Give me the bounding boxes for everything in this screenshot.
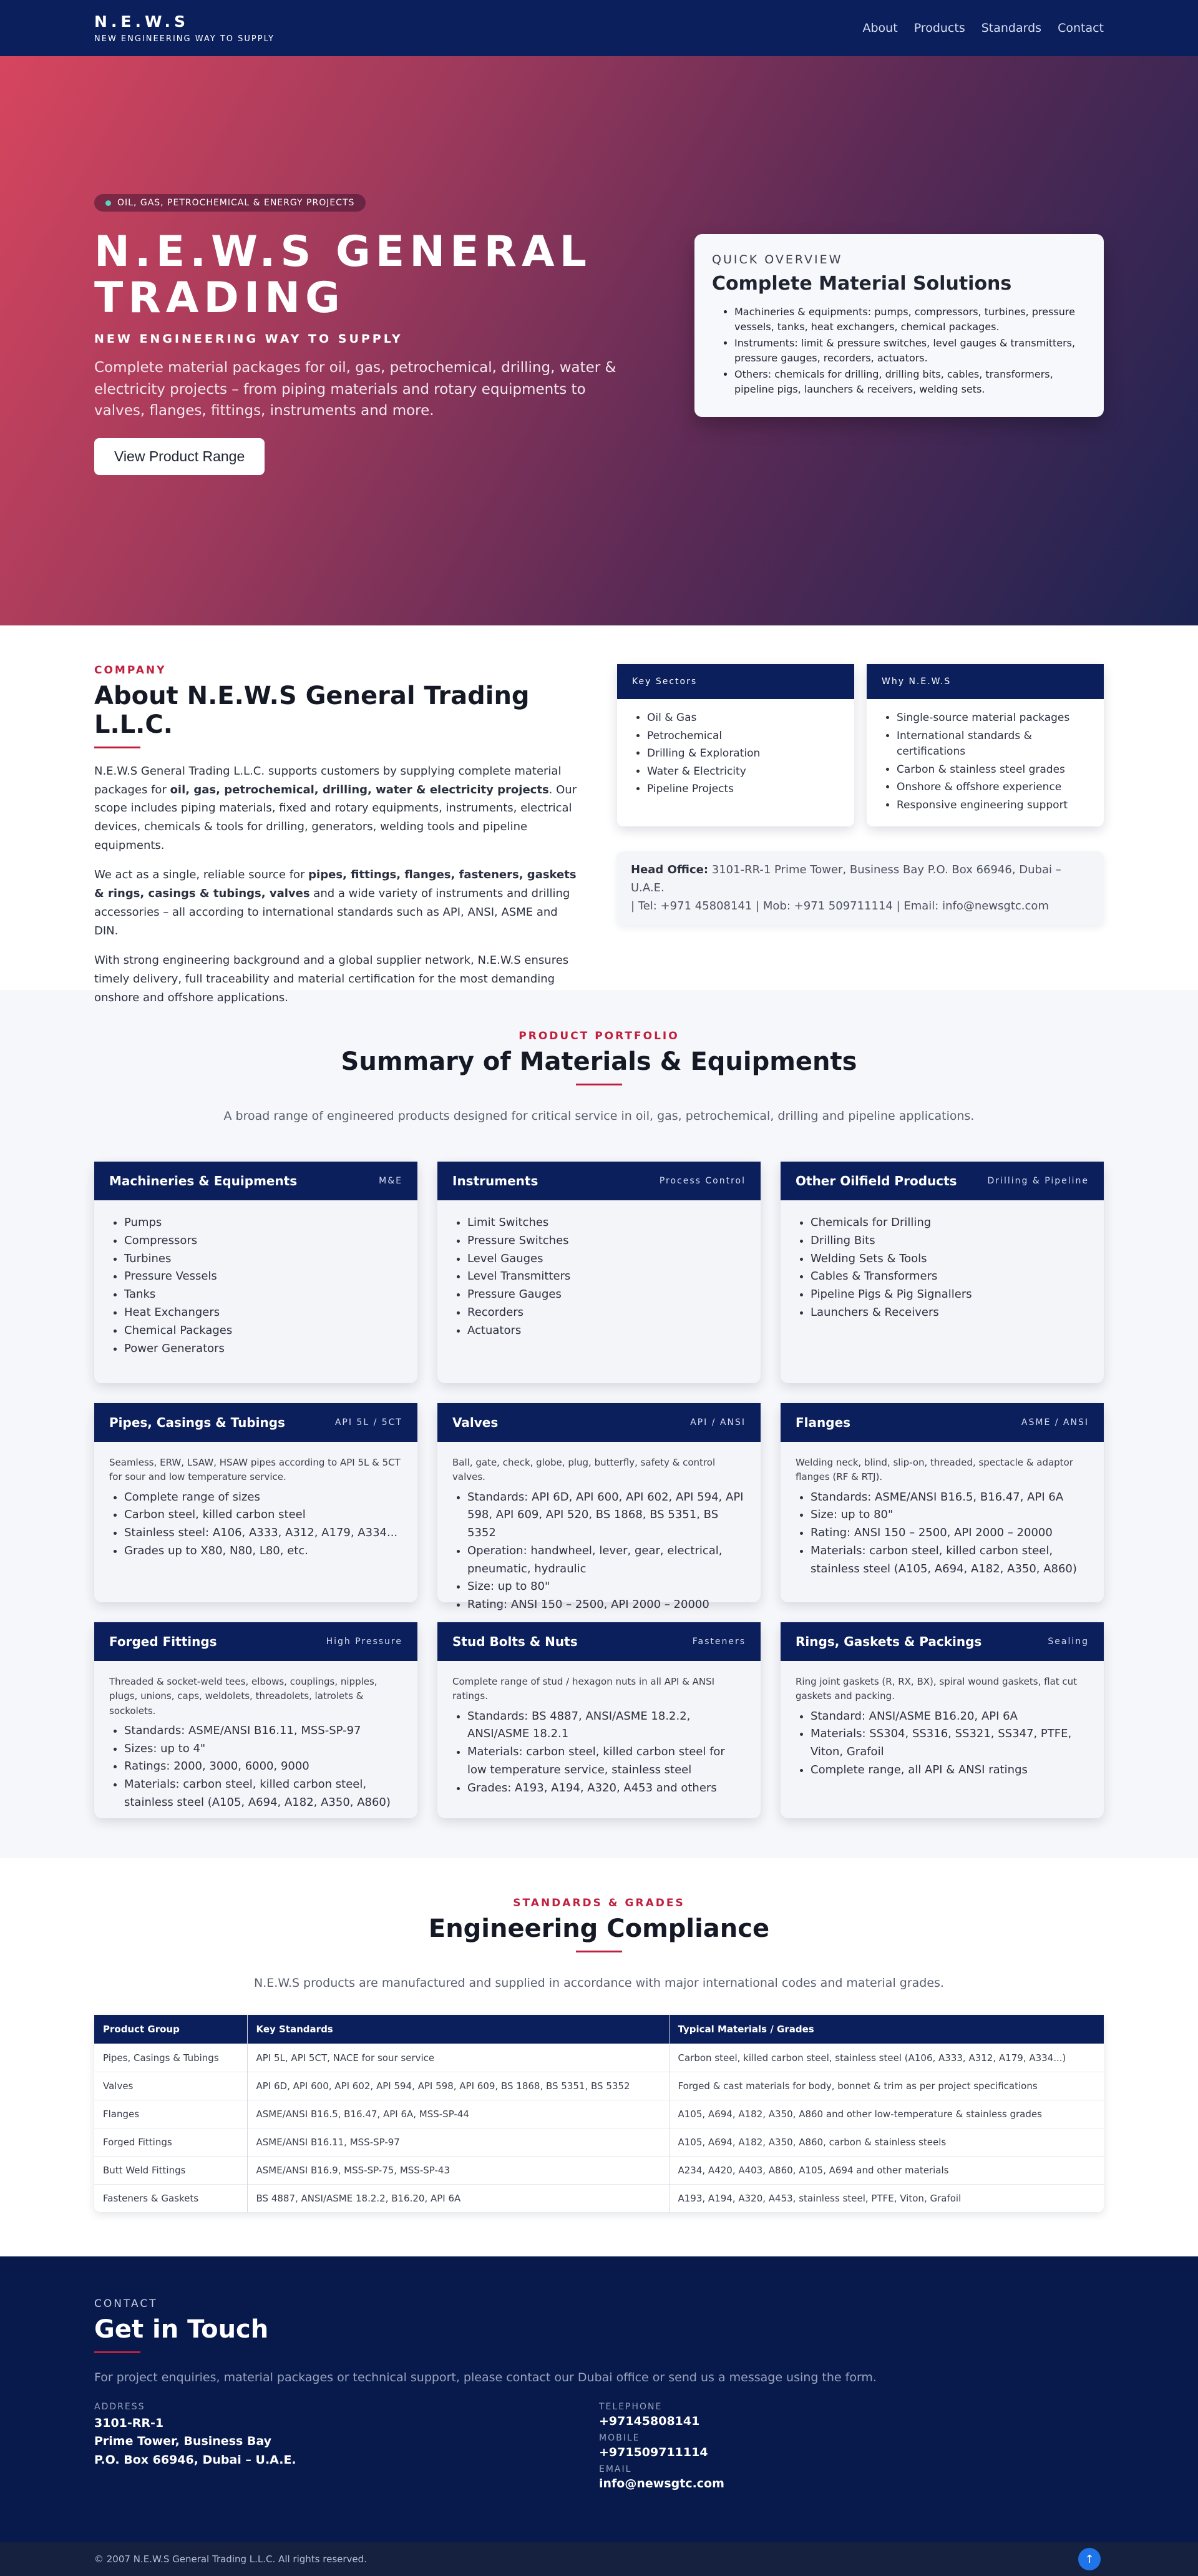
table-cell: ASME/ANSI B16.5, B16.47, API 6A, MSS-SP-44: [247, 2100, 669, 2128]
card-header: [94, 1403, 417, 1442]
mobile-link[interactable]: +971509711114: [599, 2446, 708, 2459]
card-body: [437, 1200, 761, 1356]
brand-tagline: NEW ENGINEERING WAY TO SUPPLY: [94, 34, 275, 44]
list-item: • Level Transmitters: [467, 1268, 746, 1286]
list-item: • Chemicals for Drilling: [811, 1214, 1089, 1232]
card-header: [437, 1162, 761, 1200]
card-tag: API 5L / 5CT: [334, 1418, 402, 1428]
list-item: • Launchers & Receivers: [811, 1304, 1089, 1322]
text-span: We act as a single, reliable source for: [94, 868, 309, 882]
product-card: [781, 1403, 1104, 1602]
mobile-label: MOBILE: [599, 2433, 640, 2443]
list-item: • Chemical Packages: [124, 1322, 402, 1340]
phone-email-column: [599, 2402, 1104, 2495]
hero-title: [94, 229, 631, 321]
text-span: and a wide variety of instruments and drilling accessories – all according to international standards such as API, ANSI, ASME and DIN.: [94, 887, 570, 938]
card-header: [781, 1622, 1104, 1661]
list-item: • Sizes: up to 4": [124, 1740, 402, 1758]
copyright-text: © 2007 N.E.W.S General Trading L.L.C. All rights reserved.: [94, 2554, 367, 2565]
list-item: • Rating: ANSI 150 – 2500, API 2000 – 20000: [467, 1596, 746, 1614]
table-cell: Valves: [94, 2072, 247, 2100]
about-paragraph-1: [94, 762, 581, 855]
list-item: • Instruments: limit & pressure switches, level gauges & transmitters, pressure gauges, recorders, actuators.: [734, 336, 1086, 366]
portfolio-header: [94, 1030, 1104, 1085]
card-header: [94, 1622, 417, 1661]
list-item: • Drilling & Exploration: [647, 746, 842, 762]
card-cell: [94, 1622, 417, 1818]
list-item: • Complete range of sizes: [124, 1489, 402, 1507]
about-title: About N.E.W.S General Trading L.L.C.: [94, 682, 530, 739]
card-cell: [94, 1162, 417, 1383]
list-item: • Stainless steel: A106, A333, A312, A179, A334...: [124, 1524, 402, 1542]
brand-title: N.E.W.S: [94, 12, 190, 31]
card-tag: M&E: [379, 1176, 402, 1186]
list-item: • Standards: ASME/ANSI B16.5, B16.47, API 6A: [811, 1489, 1089, 1507]
list-item: • Actuators: [467, 1322, 746, 1340]
table-row: [94, 2100, 1104, 2128]
card-body: [781, 1200, 1104, 1338]
contact-kicker: CONTACT: [94, 2298, 158, 2310]
card-tag: Fasteners: [692, 1637, 746, 1647]
nav-link-products[interactable]: Products: [913, 21, 965, 35]
card-cell: [781, 1403, 1104, 1602]
portfolio-kicker: PRODUCT PORTFOLIO: [519, 1030, 679, 1042]
list-item: • Turbines: [124, 1250, 402, 1268]
card-list: [452, 1214, 746, 1340]
list-item: • Standards: BS 4887, ANSI/ASME 18.2.2, ANSI/ASME 18.2.1: [467, 1708, 746, 1744]
overview-title: Complete Material Solutions: [712, 272, 1012, 295]
text-span: N.E.W.S General Trading L.L.C. supports customers by supplying complete material packages for: [94, 765, 562, 796]
list-item: • Carbon & stainless steel grades: [897, 762, 1091, 778]
list-item: • Onshore & offshore experience: [897, 780, 1091, 796]
nav-link-about[interactable]: About: [862, 21, 898, 35]
list-item: • Materials: carbon steel, killed carbon steel for low temperature service, stainless steel: [467, 1743, 746, 1780]
card-tag: Process Control: [659, 1176, 746, 1186]
list-item: • Materials: carbon steel, killed carbon steel, stainless steel (A105, A694, A182, A350, A860): [124, 1776, 402, 1812]
card-title: Forged Fittings: [109, 1634, 217, 1649]
list-item: • Welding Sets & Tools: [811, 1250, 1089, 1268]
list-item: • Pipeline Projects: [647, 781, 842, 798]
card-list: [796, 1214, 1089, 1322]
why-news-title: Why N.E.W.S: [867, 664, 1104, 699]
card-cell: [94, 1403, 417, 1602]
list-item: • Compressors: [124, 1232, 402, 1250]
head-office-box: [617, 851, 1104, 925]
bold-span: pipes, fittings, flanges, fasteners, gaskets & rings, casings & tubings, valves: [94, 868, 577, 901]
card-list: [796, 1708, 1089, 1780]
card-cell: [781, 1162, 1104, 1383]
address-label: ADDRESS: [94, 2402, 145, 2412]
standards-kicker: STANDARDS & GRADES: [513, 1897, 685, 1909]
hero-description: Complete material packages for oil, gas, petrochemical, drilling, water & electricity projects – from piping materials and rotary equipments to valves, flanges, fittings, instruments and more.: [94, 360, 616, 419]
column-header: Typical Materials / Grades: [669, 2015, 1104, 2044]
nav-links: [863, 21, 1104, 35]
product-card: [94, 1403, 417, 1602]
standards-table-body: [94, 2044, 1104, 2213]
table-cell: ASME/ANSI B16.11, MSS-SP-97: [247, 2128, 669, 2157]
hero-title-line1: N.E.W.S GENERAL: [94, 227, 592, 277]
table-cell: A234, A420, A403, A860, A105, A694 and other materials: [669, 2157, 1104, 2185]
address-column: [94, 2402, 599, 2495]
table-cell: Pipes, Casings & Tubings: [94, 2044, 247, 2072]
card-cell: [437, 1162, 761, 1383]
list-item: • Standard: ANSI/ASME B16.20, API 6A: [811, 1708, 1089, 1726]
table-cell: BS 4887, ANSI/ASME 18.2.2, B16.20, API 6A: [247, 2185, 669, 2213]
card-body: [781, 1442, 1104, 1594]
list-item: • Oil & Gas: [647, 710, 842, 727]
overview-list: [712, 305, 1086, 397]
table-header-row: [94, 2015, 1104, 2044]
list-item: • Pumps: [124, 1214, 402, 1232]
address-line: 3101-RR-1: [94, 2416, 164, 2430]
product-card: [437, 1162, 761, 1383]
table-cell: API 5L, API 5CT, NACE for sour service: [247, 2044, 669, 2072]
office-contacts: | Tel: +971 45808141 | Mob: +971 509711114 | Email: info@newsgtc.com: [631, 899, 1049, 913]
portfolio-description: A broad range of engineered products designed for critical service in oil, gas, petrochemical, drilling and pipeline applications.: [223, 1109, 975, 1123]
contact-description: For project enquiries, material packages or technical support, please contact our Dubai office or send us a message using the form.: [94, 2371, 877, 2384]
list-item: • Rating: ANSI 150 – 2500, API 2000 – 20000: [811, 1524, 1089, 1542]
quick-overview-card: [694, 234, 1104, 417]
about-paragraph-3: With strong engineering background and a global supplier network, N.E.W.S ensures timely delivery, full traceability and material certification for the most demanding onshore and offshore applications.: [94, 954, 569, 1004]
standards-title: Engineering Compliance: [428, 1914, 770, 1943]
list-item: • Size: up to 80": [467, 1578, 746, 1596]
card-list: [452, 1489, 746, 1615]
card-list: [109, 1214, 402, 1358]
list-item: • Limit Switches: [467, 1214, 746, 1232]
footer: [0, 2542, 1198, 2576]
email-label: EMAIL: [599, 2464, 632, 2474]
card-title: Valves: [452, 1415, 499, 1430]
table-cell: Flanges: [94, 2100, 247, 2128]
list-item: • Complete range, all API & ANSI ratings: [811, 1761, 1089, 1780]
text-span: . Our scope includes piping materials, fixed and rotary equipments, instruments, electrical devices, chemicals & tools for drilling, generators, welding tools and pipeline equipments.: [94, 783, 577, 852]
key-sectors-card: [617, 664, 854, 826]
card-list: [109, 1722, 402, 1812]
card-header: [94, 1162, 417, 1200]
contact-section: [0, 2256, 1198, 2542]
hero-content: [94, 194, 631, 474]
telephone-label: TELEPHONE: [599, 2402, 663, 2412]
card-header: [437, 1622, 761, 1661]
table-cell: Carbon steel, killed carbon steel, stainless steel (A106, A333, A312, A179, A334...): [669, 2044, 1104, 2072]
email-link[interactable]: info@newsgtc.com: [599, 2477, 724, 2490]
table-cell: API 6D, API 600, API 602, API 594, API 598, API 609, BS 1868, BS 5351, BS 5352: [247, 2072, 669, 2100]
card-body: [437, 1661, 761, 1813]
card-list: [109, 1489, 402, 1560]
card-title: Stud Bolts & Nuts: [452, 1634, 578, 1649]
office-label: Head Office:: [631, 863, 709, 876]
why-news-list: [867, 699, 1104, 826]
view-product-range-button[interactable]: View Product Range: [94, 438, 265, 475]
dot-icon: [105, 200, 111, 206]
contact-details: [94, 2402, 1104, 2495]
list-item: • Recorders: [467, 1304, 746, 1322]
list-item: • Materials: carbon steel, killed carbon steel, stainless steel (A105, A694, A182, A350, A860): [811, 1542, 1089, 1579]
card-intro: Threaded & socket-weld tees, elbows, couplings, nipples, plugs, unions, caps, weldolets, threadolets, latrolets & sockolets.: [109, 1676, 377, 1717]
list-item: • Grades: A193, A194, A320, A453 and others: [467, 1780, 746, 1798]
brand[interactable]: [94, 12, 275, 44]
list-item: • Standards: ASME/ANSI B16.11, MSS-SP-97: [124, 1722, 402, 1740]
list-item: • Size: up to 80": [811, 1506, 1089, 1524]
table-row: [94, 2072, 1104, 2100]
card-tag: Drilling & Pipeline: [987, 1176, 1089, 1186]
card-tag: Sealing: [1048, 1637, 1089, 1647]
list-item: • Single-source material packages: [897, 710, 1091, 727]
about-side: [617, 664, 1104, 1007]
about-section: [0, 625, 1198, 1004]
list-item: • Responsive engineering support: [897, 798, 1091, 814]
card-intro: Seamless, ERW, LSAW, HSAW pipes according to API 5L & 5CT for sour and low temperature service.: [109, 1457, 401, 1483]
card-list: [452, 1708, 746, 1798]
card-header: [781, 1162, 1104, 1200]
office-address: 3101-RR-1 Prime Tower, Business Bay P.O. Box 66946, Dubai – U.A.E.: [631, 863, 1061, 894]
list-item: • Cables & Transformers: [811, 1268, 1089, 1286]
table-cell: A105, A694, A182, A350, A860 and other low-temperature & stainless grades: [669, 2100, 1104, 2128]
list-item: • Machineries & equipments: pumps, compressors, turbines, pressure vessels, tanks, heat exchangers, chemical packages.: [734, 305, 1086, 335]
list-item: • Pressure Switches: [467, 1232, 746, 1250]
list-item: • Pressure Gauges: [467, 1286, 746, 1304]
list-item: • Carbon steel, killed carbon steel: [124, 1506, 402, 1524]
overview-kicker: QUICK OVERVIEW: [712, 252, 843, 267]
about-paragraph-2: [94, 866, 581, 940]
telephone-link[interactable]: +97145808141: [599, 2414, 700, 2428]
why-news-card: [867, 664, 1104, 826]
product-card-grid: [94, 1162, 1104, 1818]
list-item: • Tanks: [124, 1286, 402, 1304]
table-cell: A193, A194, A320, A453, stainless steel, PTFE, Viton, Grafoil: [669, 2185, 1104, 2213]
key-sectors-list: [617, 699, 854, 811]
hero-section: [0, 56, 1198, 625]
portfolio-section: [0, 990, 1198, 1858]
list-item: • Materials: SS304, SS316, SS321, SS347, PTFE, Viton, Grafoil: [811, 1725, 1089, 1761]
card-title: Machineries & Equipments: [109, 1173, 298, 1188]
table-cell: A105, A694, A182, A350, A860, carbon & stainless steels: [669, 2128, 1104, 2157]
title-underline: [576, 1084, 622, 1085]
table-cell: ASME/ANSI B16.9, MSS-SP-75, MSS-SP-43: [247, 2157, 669, 2185]
card-title: Rings, Gaskets & Packings: [796, 1634, 982, 1649]
card-body: [781, 1661, 1104, 1796]
arrow-up-icon[interactable]: ↑: [1078, 2548, 1101, 2570]
product-card: [94, 1162, 417, 1383]
table-row: [94, 2157, 1104, 2185]
card-tag: High Pressure: [326, 1637, 402, 1647]
bold-span: oil, gas, petrochemical, drilling, water & electricity projects: [170, 783, 549, 796]
list-item: • Pressure Vessels: [124, 1268, 402, 1286]
card-cell: [437, 1622, 761, 1818]
portfolio-title: Summary of Materials & Equipments: [341, 1047, 857, 1076]
list-item: • Power Generators: [124, 1340, 402, 1358]
standards-section: [0, 1858, 1198, 2256]
list-item: • Drilling Bits: [811, 1232, 1089, 1250]
hero-title-line2: TRADING: [94, 273, 345, 323]
list-item: • Others: chemicals for drilling, drilling bits, cables, transformers, pipeline pigs, launchers & receivers, welding sets.: [734, 367, 1086, 397]
list-item: • Pipeline Pigs & Pig Signallers: [811, 1286, 1089, 1304]
column-header: Key Standards: [247, 2015, 669, 2044]
product-card: [437, 1622, 761, 1818]
list-item: • Standards: API 6D, API 600, API 602, API 594, API 598, API 609, API 520, BS 1868, BS 5351, BS 5352: [467, 1489, 746, 1542]
card-title: Other Oilfield Products: [796, 1173, 957, 1188]
standards-table: [94, 2015, 1104, 2212]
title-underline: [94, 2351, 140, 2353]
contact-title: Get in Touch: [94, 2315, 269, 2344]
table-cell: Fasteners & Gaskets: [94, 2185, 247, 2213]
column-header: Product Group: [94, 2015, 247, 2044]
product-card: [781, 1622, 1104, 1818]
table-row: [94, 2128, 1104, 2157]
table-cell: Forged & cast materials for body, bonnet & trim as per project specifications: [669, 2072, 1104, 2100]
card-body: [94, 1661, 417, 1828]
title-underline: [576, 1951, 622, 1952]
card-body: [437, 1442, 761, 1630]
card-header: [437, 1403, 761, 1442]
card-title: Flanges: [796, 1415, 851, 1430]
address-line: Prime Tower, Business Bay: [94, 2434, 272, 2449]
card-title: Instruments: [452, 1173, 538, 1188]
top-nav: [0, 0, 1198, 56]
standards-description: N.E.W.S products are manufactured and supplied in accordance with major international codes and material grades.: [254, 1976, 944, 1990]
list-item: • Ratings: 2000, 3000, 6000, 9000: [124, 1758, 402, 1776]
nav-link-standards[interactable]: Standards: [981, 21, 1042, 35]
card-tag: ASME / ANSI: [1021, 1418, 1089, 1428]
table-cell: Butt Weld Fittings: [94, 2157, 247, 2185]
table-row: [94, 2185, 1104, 2213]
card-tag: API / ANSI: [690, 1418, 746, 1428]
card-cell: [437, 1403, 761, 1612]
product-card: [781, 1162, 1104, 1383]
card-body: [94, 1442, 417, 1577]
card-body: [94, 1200, 417, 1374]
list-item: • Heat Exchangers: [124, 1304, 402, 1322]
list-item: • Petrochemical: [647, 728, 842, 745]
card-cell: [781, 1622, 1104, 1818]
list-item: • Water & Electricity: [647, 764, 842, 780]
table-cell: Forged Fittings: [94, 2128, 247, 2157]
nav-link-contact[interactable]: Contact: [1058, 21, 1104, 35]
card-intro: Ring joint gaskets (R, RX, BX), spiral wound gaskets, flat cut gaskets and packing.: [796, 1676, 1078, 1702]
card-header: [781, 1403, 1104, 1442]
list-item: • Grades up to X80, N80, L80, etc.: [124, 1542, 402, 1560]
table-row: [94, 2044, 1104, 2072]
product-card: [437, 1403, 761, 1612]
key-sectors-title: Key Sectors: [617, 664, 854, 699]
product-card: [94, 1622, 417, 1818]
card-intro: Complete range of stud / hexagon nuts in all API & ANSI ratings.: [452, 1676, 715, 1702]
card-title: Pipes, Casings & Tubings: [109, 1415, 285, 1430]
list-item: • International standards & certifications: [897, 728, 1091, 760]
card-intro: Welding neck, blind, slip-on, threaded, spectacle & adaptor flanges (RF & RTJ).: [796, 1457, 1073, 1483]
about-kicker: COMPANY: [94, 664, 167, 677]
address-line: P.O. Box 66946, Dubai – U.A.E.: [94, 2452, 296, 2467]
hero-pill-text: OIL, GAS, PETROCHEMICAL & ENERGY PROJECTS: [117, 198, 355, 208]
card-list: [796, 1489, 1089, 1579]
list-item: • Operation: handwheel, lever, gear, electrical, pneumatic, hydraulic: [467, 1542, 746, 1579]
standards-header: [94, 1897, 1104, 1952]
list-item: • Level Gauges: [467, 1250, 746, 1268]
about-text: [94, 664, 581, 1007]
title-underline: [94, 747, 140, 748]
card-intro: Ball, gate, check, globe, plug, butterfly, safety & control valves.: [452, 1457, 716, 1483]
hero-subtitle: NEW ENGINEERING WAY TO SUPPLY: [94, 332, 403, 346]
hero-pill: [94, 194, 366, 212]
